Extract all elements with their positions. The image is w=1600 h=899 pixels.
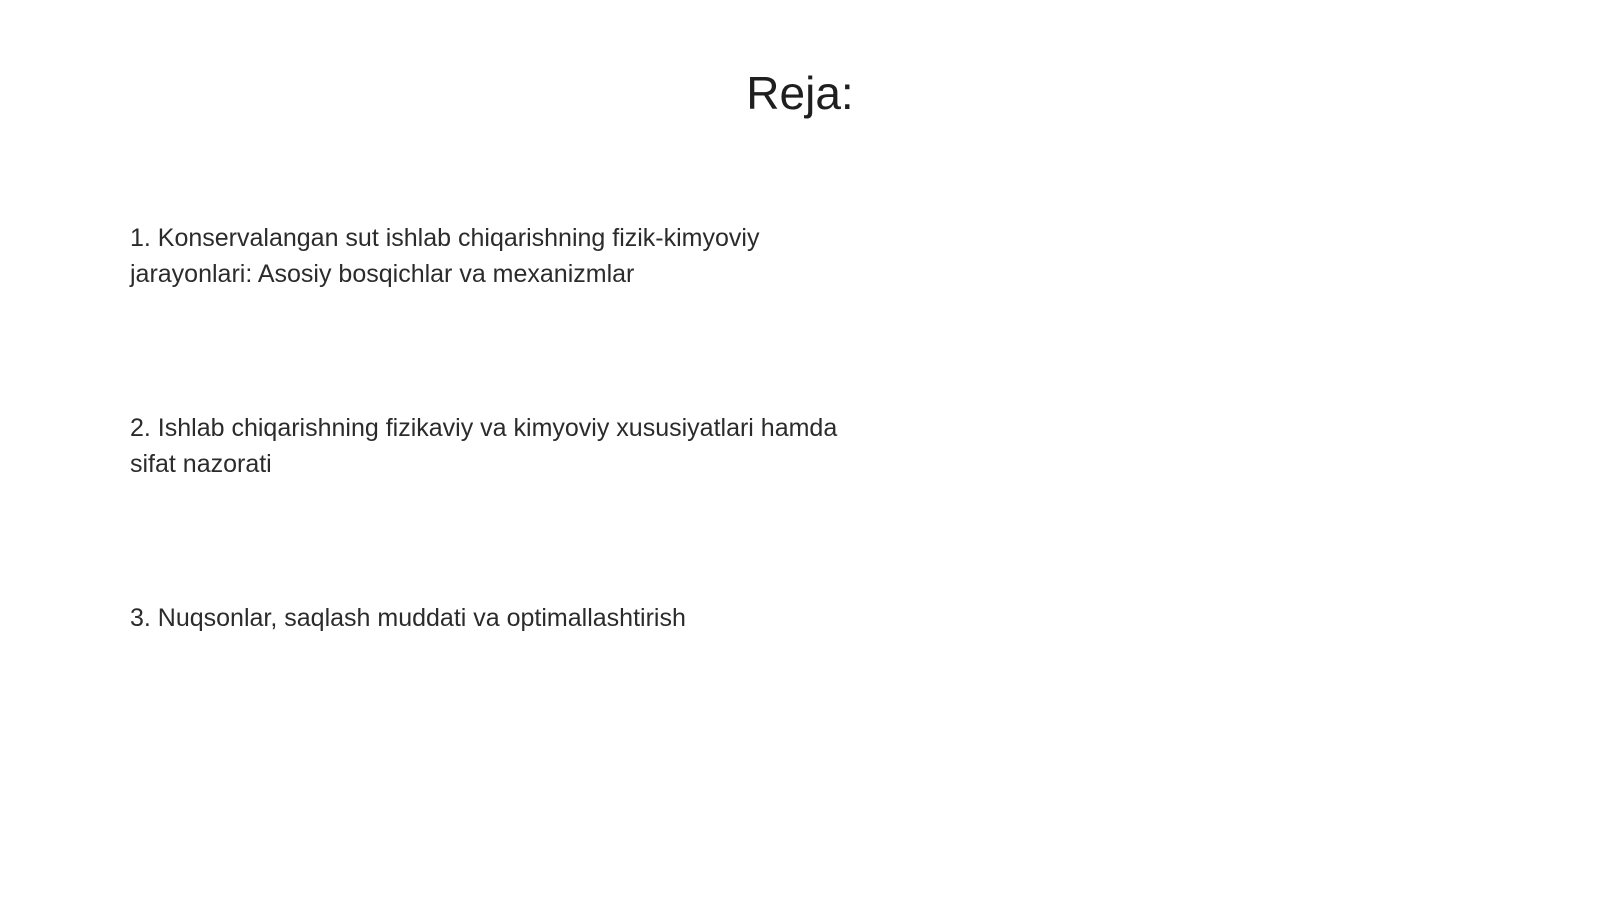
slide-title: Reja:	[746, 67, 854, 119]
plan-item-3: 3. Nuqsonlar, saqlash muddati va optimallashtirish	[130, 604, 686, 632]
plan-list	[130, 220, 850, 636]
plan-item-1: 1. Konservalangan sut ishlab chiqarishning fizik-kimyoviy jarayonlari: Asosiy bosqichlar va mexanizmlar	[130, 224, 760, 288]
plan-item-2: 2. Ishlab chiqarishning fizikaviy va kimyoviy xususiyatlari hamda sifat nazorati	[130, 414, 838, 478]
